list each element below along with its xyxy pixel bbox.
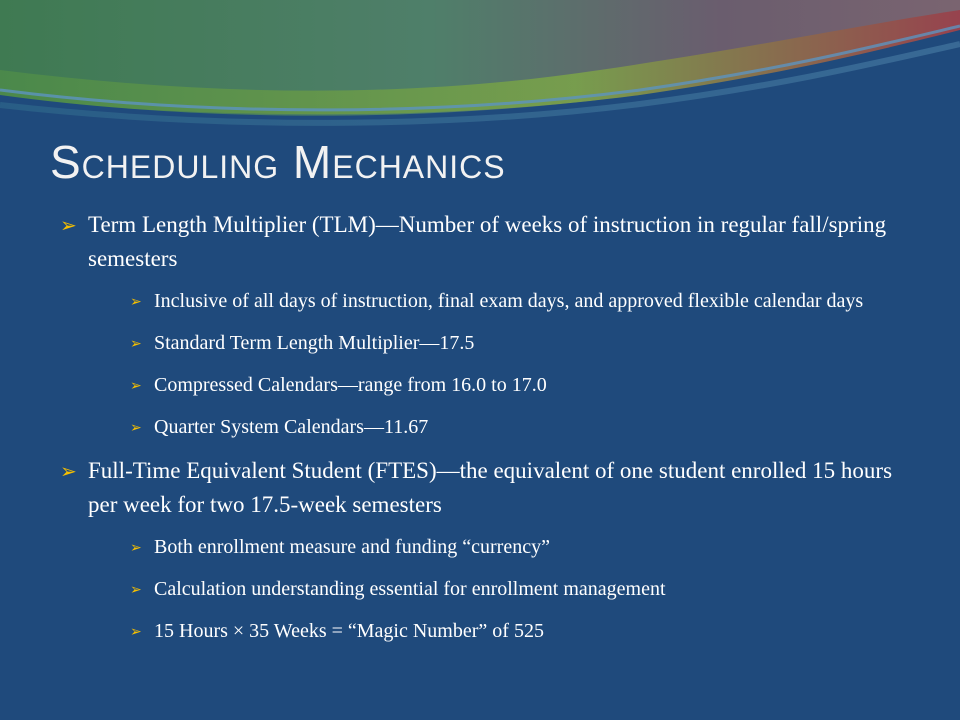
arrow-bullet-icon: ➢ bbox=[60, 459, 77, 483]
arrow-bullet-icon: ➢ bbox=[130, 336, 142, 352]
list-item-text: Compressed Calendars—range from 16.0 to 17.0 bbox=[154, 374, 547, 396]
list-item-text: Term Length Multiplier (TLM)—Number of weeks of instruction in regular fall/spring semesters bbox=[88, 212, 887, 271]
list-item bbox=[60, 454, 920, 522]
arrow-bullet-icon: ➢ bbox=[130, 540, 142, 556]
arrow-bullet-icon: ➢ bbox=[130, 624, 142, 640]
arrow-bullet-icon: ➢ bbox=[130, 420, 142, 436]
list-item-text: 15 Hours × 35 Weeks = “Magic Number” of 525 bbox=[154, 620, 544, 642]
list-item bbox=[60, 370, 920, 400]
list-item-text: Calculation understanding essential for enrollment management bbox=[154, 578, 666, 600]
list-item bbox=[60, 328, 920, 358]
list-item bbox=[60, 532, 920, 562]
list-item-text: Inclusive of all days of instruction, final exam days, and approved flexible calendar days bbox=[154, 290, 864, 312]
list-item-text: Both enrollment measure and funding “currency” bbox=[154, 536, 550, 558]
slide-title: Scheduling Mechanics bbox=[50, 136, 506, 188]
arrow-bullet-icon: ➢ bbox=[60, 213, 77, 237]
arrow-bullet-icon: ➢ bbox=[130, 294, 142, 310]
bullet-list bbox=[60, 208, 920, 658]
arrow-bullet-icon: ➢ bbox=[130, 378, 142, 394]
list-item bbox=[60, 208, 920, 276]
arrow-bullet-icon: ➢ bbox=[130, 582, 142, 598]
list-item-text: Quarter System Calendars—11.67 bbox=[154, 416, 429, 438]
list-item bbox=[60, 412, 920, 442]
list-item-text: Full-Time Equivalent Student (FTES)—the equivalent of one student enrolled 15 hours per week for two 17.5-week semesters bbox=[88, 458, 893, 517]
header-wave-decoration bbox=[0, 0, 960, 130]
list-item bbox=[60, 574, 920, 604]
list-item-text: Standard Term Length Multiplier—17.5 bbox=[154, 332, 475, 354]
list-item bbox=[60, 616, 920, 646]
list-item bbox=[60, 286, 920, 316]
